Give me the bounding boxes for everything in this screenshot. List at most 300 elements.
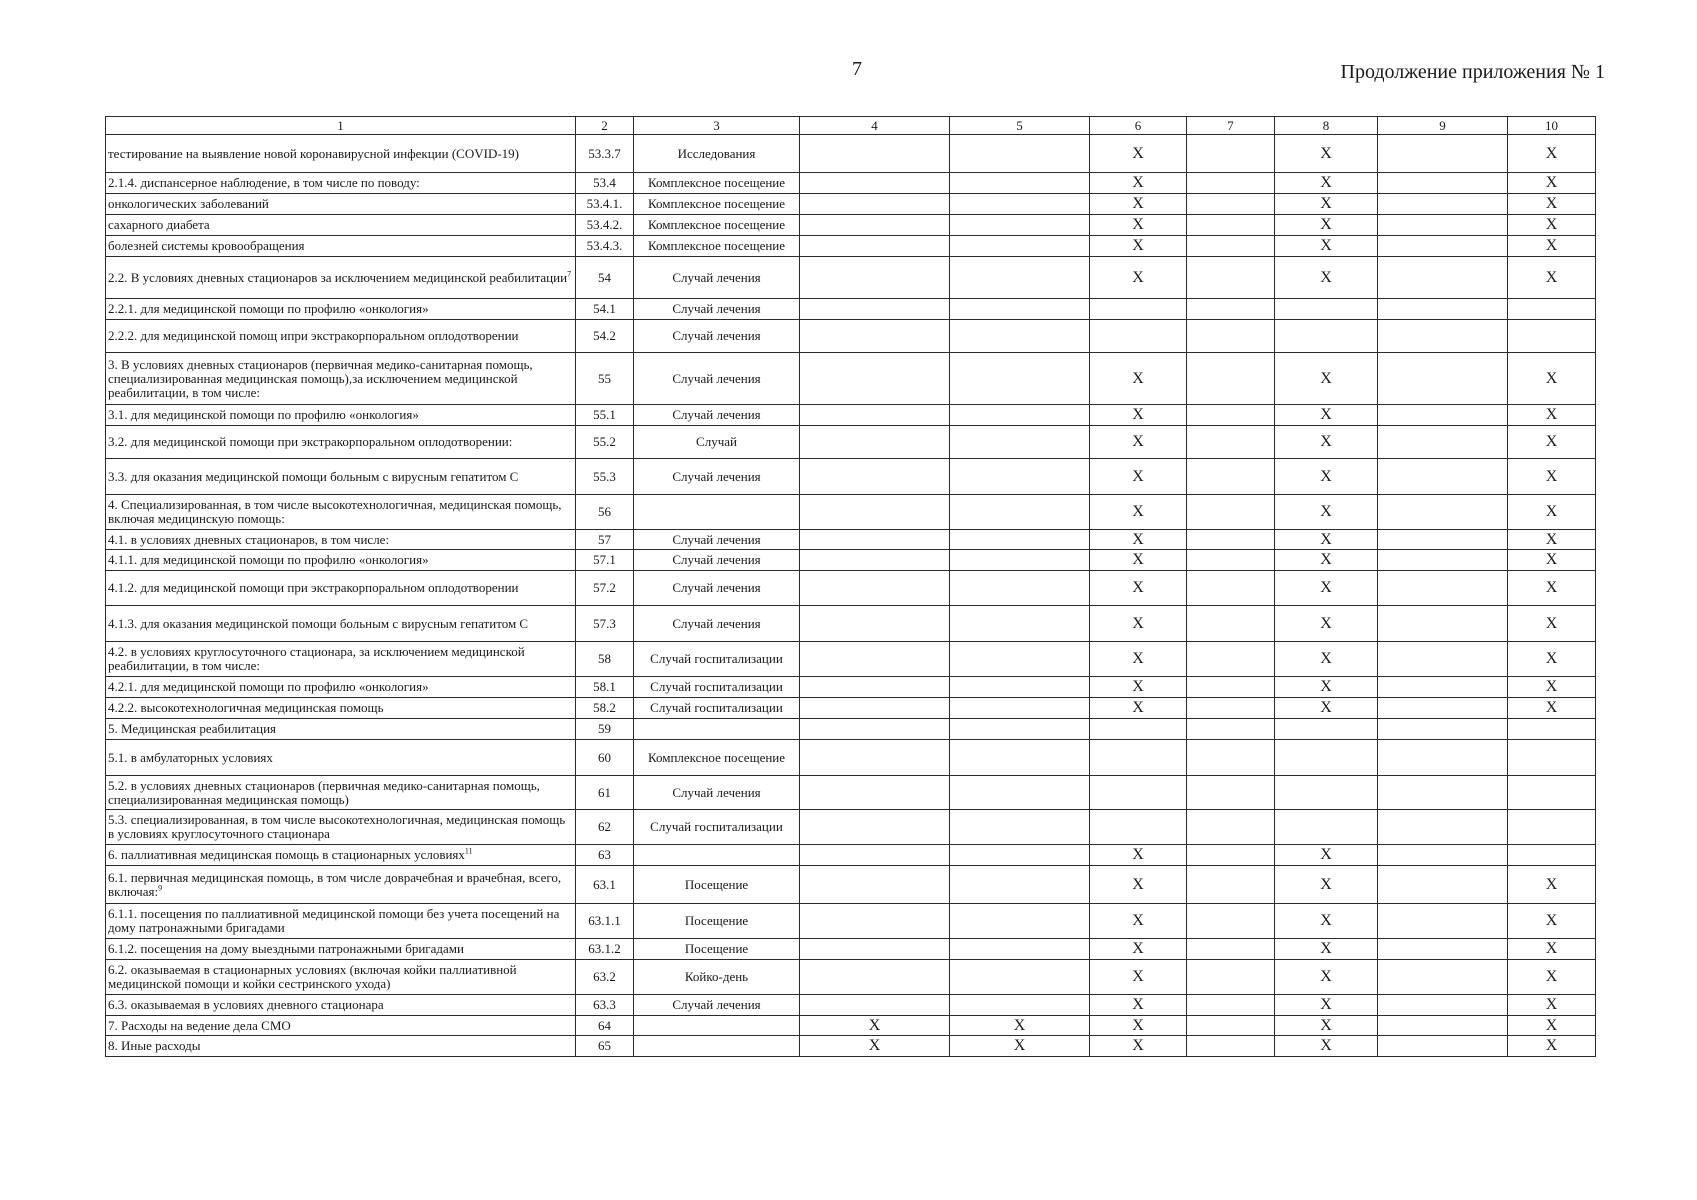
cell-col-8	[1275, 320, 1378, 353]
cell-col-7	[1187, 135, 1275, 173]
cell-col-5	[950, 571, 1090, 606]
table-row	[106, 530, 1596, 550]
row-unit	[634, 1036, 800, 1057]
row-unit: Комплексное посещение	[634, 173, 800, 194]
cell-col-8: X	[1275, 530, 1378, 550]
cell-col-5	[950, 194, 1090, 215]
cell-col-5	[950, 299, 1090, 320]
row-unit	[634, 1016, 800, 1036]
table-row	[106, 320, 1596, 353]
cell-col-4	[800, 571, 950, 606]
footnote-mark: 7	[567, 269, 572, 279]
row-label: 2.1.4. диспансерное наблюдение, в том числе по поводу:	[106, 173, 576, 194]
cell-col-9	[1378, 135, 1508, 173]
cell-col-9	[1378, 606, 1508, 642]
cell-col-7	[1187, 550, 1275, 571]
cell-col-4	[800, 320, 950, 353]
row-label: 3.3. для оказания медицинской помощи больным с вирусным гепатитом С	[106, 459, 576, 495]
cell-col-8	[1275, 719, 1378, 740]
row-label: 6.1.1. посещения по паллиативной медицинской помощи без учета посещений на дому патронажными бригадами	[106, 904, 576, 939]
cell-col-6: X	[1090, 257, 1187, 299]
table-row	[106, 719, 1596, 740]
cell-col-10	[1508, 299, 1596, 320]
row-code: 54.2	[576, 320, 634, 353]
cell-col-9	[1378, 677, 1508, 698]
cell-col-7	[1187, 1036, 1275, 1057]
cell-col-4	[800, 194, 950, 215]
column-number-7: 7	[1187, 117, 1275, 135]
row-code: 63.3	[576, 995, 634, 1016]
cell-col-5	[950, 845, 1090, 866]
cell-col-9	[1378, 810, 1508, 845]
cell-col-4	[800, 776, 950, 810]
row-unit: Случай госпитализации	[634, 677, 800, 698]
cell-col-5	[950, 353, 1090, 405]
cell-col-8: X	[1275, 698, 1378, 719]
cell-col-6: X	[1090, 236, 1187, 257]
row-unit: Случай лечения	[634, 257, 800, 299]
row-label: 4.1.3. для оказания медицинской помощи больным с вирусным гепатитом С	[106, 606, 576, 642]
cell-col-10: X	[1508, 904, 1596, 939]
data-table	[105, 116, 1596, 1057]
row-label: 4. Специализированная, в том числе высокотехнологичная, медицинская помощь, включая медицинскую помощь:	[106, 495, 576, 530]
cell-col-7	[1187, 257, 1275, 299]
cell-col-10: X	[1508, 677, 1596, 698]
cell-col-8: X	[1275, 459, 1378, 495]
cell-col-9	[1378, 740, 1508, 776]
cell-col-4	[800, 606, 950, 642]
row-label: 6.1. первичная медицинская помощь, в том числе доврачебная и врачебная, всего, включая:$^9$	[106, 866, 576, 904]
cell-col-5	[950, 426, 1090, 459]
row-label: 5.3. специализированная, в том числе высокотехнологичная, медицинская помощь в условиях круглосуточного стационара	[106, 810, 576, 845]
cell-col-6: X	[1090, 495, 1187, 530]
cell-col-4	[800, 939, 950, 960]
row-unit: Случай лечения	[634, 606, 800, 642]
table-row	[106, 194, 1596, 215]
cell-col-6: X	[1090, 698, 1187, 719]
row-code: 64	[576, 1016, 634, 1036]
cell-col-9	[1378, 405, 1508, 426]
table-row	[106, 606, 1596, 642]
row-label: 6.2. оказываемая в стационарных условиях (включая койки паллиативной медицинской помощи и койки сестринского ухода)	[106, 960, 576, 995]
table-row	[106, 740, 1596, 776]
cell-col-10	[1508, 719, 1596, 740]
row-unit: Случай госпитализации	[634, 810, 800, 845]
row-code: 57.2	[576, 571, 634, 606]
cell-col-7	[1187, 677, 1275, 698]
cell-col-9	[1378, 495, 1508, 530]
row-unit	[634, 719, 800, 740]
cell-col-10: X	[1508, 698, 1596, 719]
row-code: 53.3.7	[576, 135, 634, 173]
cell-col-4	[800, 845, 950, 866]
cell-col-7	[1187, 740, 1275, 776]
cell-col-4	[800, 550, 950, 571]
row-label: 3. В условиях дневных стационаров (первичная медико-санитарная помощь, специализированная медицинская помощь),за исключением медицинской реабилитации, в том числе:	[106, 353, 576, 405]
table-row	[106, 776, 1596, 810]
cell-col-9	[1378, 939, 1508, 960]
row-code: 57.1	[576, 550, 634, 571]
cell-col-7	[1187, 571, 1275, 606]
row-code: 55	[576, 353, 634, 405]
cell-col-7	[1187, 960, 1275, 995]
cell-col-10: X	[1508, 995, 1596, 1016]
cell-col-6: X	[1090, 866, 1187, 904]
row-label: 4.2. в условиях круглосуточного стационара, за исключением медицинской реабилитации, в том числе:	[106, 642, 576, 677]
cell-col-9	[1378, 776, 1508, 810]
cell-col-9	[1378, 215, 1508, 236]
cell-col-9	[1378, 459, 1508, 495]
cell-col-9	[1378, 194, 1508, 215]
cell-col-10: X	[1508, 257, 1596, 299]
row-label: 5.1. в амбулаторных условиях	[106, 740, 576, 776]
cell-col-9	[1378, 320, 1508, 353]
cell-col-4	[800, 426, 950, 459]
cell-col-4: X	[800, 1036, 950, 1057]
cell-col-6: X	[1090, 194, 1187, 215]
cell-col-7	[1187, 904, 1275, 939]
cell-col-8: X	[1275, 426, 1378, 459]
row-code: 55.3	[576, 459, 634, 495]
row-code: 63	[576, 845, 634, 866]
row-code: 54	[576, 257, 634, 299]
table-row	[106, 845, 1596, 866]
cell-col-10: X	[1508, 194, 1596, 215]
table-row	[106, 236, 1596, 257]
cell-col-4	[800, 135, 950, 173]
cell-col-6: X	[1090, 426, 1187, 459]
cell-col-10: X	[1508, 459, 1596, 495]
table-row	[106, 135, 1596, 173]
cell-col-6: X	[1090, 1016, 1187, 1036]
cell-col-6	[1090, 776, 1187, 810]
cell-col-6: X	[1090, 606, 1187, 642]
row-code: 56	[576, 495, 634, 530]
cell-col-10: X	[1508, 236, 1596, 257]
row-label: 2.2. В условиях дневных стационаров за исключением медицинской реабилитации$^7$	[106, 257, 576, 299]
cell-col-8	[1275, 740, 1378, 776]
column-number-2: 2	[576, 117, 634, 135]
cell-col-6: X	[1090, 530, 1187, 550]
cell-col-9	[1378, 530, 1508, 550]
row-unit: Случай лечения	[634, 405, 800, 426]
cell-col-4	[800, 215, 950, 236]
cell-col-9	[1378, 845, 1508, 866]
cell-col-6: X	[1090, 550, 1187, 571]
cell-col-9	[1378, 866, 1508, 904]
cell-col-5	[950, 320, 1090, 353]
cell-col-8: X	[1275, 606, 1378, 642]
cell-col-6: X	[1090, 845, 1187, 866]
row-unit: Случай лечения	[634, 299, 800, 320]
cell-col-8: X	[1275, 550, 1378, 571]
table-row	[106, 353, 1596, 405]
cell-col-5	[950, 173, 1090, 194]
row-code: 63.1.1	[576, 904, 634, 939]
cell-col-7	[1187, 353, 1275, 405]
cell-col-6	[1090, 719, 1187, 740]
table-row	[106, 1036, 1596, 1057]
row-unit: Комплексное посещение	[634, 236, 800, 257]
row-label: болезней системы кровообращения	[106, 236, 576, 257]
row-unit: Случай лечения	[634, 550, 800, 571]
cell-col-5	[950, 215, 1090, 236]
cell-col-7	[1187, 495, 1275, 530]
cell-col-8	[1275, 810, 1378, 845]
row-label: 6. паллиативная медицинская помощь в стационарных условиях$^{11}$	[106, 845, 576, 866]
column-number-10: 10	[1508, 117, 1596, 135]
cell-col-4	[800, 299, 950, 320]
cell-col-6: X	[1090, 353, 1187, 405]
row-unit: Комплексное посещение	[634, 215, 800, 236]
row-unit: Посещение	[634, 904, 800, 939]
header-note: Продолжение приложения № 1	[1340, 61, 1605, 83]
row-code: 54.1	[576, 299, 634, 320]
footnote-mark: 9	[158, 883, 163, 893]
column-number-4: 4	[800, 117, 950, 135]
cell-col-9	[1378, 904, 1508, 939]
cell-col-4	[800, 495, 950, 530]
table-row	[106, 866, 1596, 904]
cell-col-7	[1187, 459, 1275, 495]
table-row	[106, 939, 1596, 960]
column-number-6: 6	[1090, 117, 1187, 135]
row-code: 65	[576, 1036, 634, 1057]
row-unit: Посещение	[634, 939, 800, 960]
table-row	[106, 810, 1596, 845]
cell-col-8: X	[1275, 215, 1378, 236]
cell-col-8: X	[1275, 194, 1378, 215]
row-label: 4.2.1. для медицинской помощи по профилю «онкология»	[106, 677, 576, 698]
cell-col-10	[1508, 320, 1596, 353]
cell-col-9	[1378, 719, 1508, 740]
row-unit	[634, 845, 800, 866]
row-code: 57.3	[576, 606, 634, 642]
cell-col-10: X	[1508, 405, 1596, 426]
cell-col-5	[950, 606, 1090, 642]
cell-col-6: X	[1090, 215, 1187, 236]
cell-col-8: X	[1275, 135, 1378, 173]
row-code: 53.4.1.	[576, 194, 634, 215]
cell-col-5	[950, 530, 1090, 550]
cell-col-6	[1090, 740, 1187, 776]
cell-col-5	[950, 939, 1090, 960]
cell-col-10: X	[1508, 426, 1596, 459]
cell-col-8: X	[1275, 495, 1378, 530]
cell-col-4	[800, 642, 950, 677]
cell-col-9	[1378, 1016, 1508, 1036]
cell-col-5	[950, 776, 1090, 810]
cell-col-8: X	[1275, 236, 1378, 257]
row-label: 5. Медицинская реабилитация	[106, 719, 576, 740]
row-label: 4.1.1. для медицинской помощи по профилю «онкология»	[106, 550, 576, 571]
cell-col-5	[950, 810, 1090, 845]
table-row	[106, 698, 1596, 719]
cell-col-10: X	[1508, 939, 1596, 960]
cell-col-7	[1187, 939, 1275, 960]
row-code: 58.1	[576, 677, 634, 698]
table-row	[106, 904, 1596, 939]
cell-col-10: X	[1508, 571, 1596, 606]
row-unit: Случай лечения	[634, 571, 800, 606]
table-row	[106, 550, 1596, 571]
cell-col-6: X	[1090, 960, 1187, 995]
cell-col-10	[1508, 810, 1596, 845]
column-number-5: 5	[950, 117, 1090, 135]
cell-col-7	[1187, 426, 1275, 459]
row-label: 3.1. для медицинской помощи по профилю «онкология»	[106, 405, 576, 426]
cell-col-8: X	[1275, 960, 1378, 995]
cell-col-4	[800, 698, 950, 719]
row-unit: Случай госпитализации	[634, 698, 800, 719]
cell-col-4	[800, 405, 950, 426]
footnote-mark: 11	[464, 846, 473, 856]
cell-col-5	[950, 459, 1090, 495]
row-unit: Случай лечения	[634, 530, 800, 550]
cell-col-9	[1378, 642, 1508, 677]
cell-col-9	[1378, 426, 1508, 459]
row-unit: Случай	[634, 426, 800, 459]
cell-col-4	[800, 173, 950, 194]
cell-col-4	[800, 236, 950, 257]
column-number-3: 3	[634, 117, 800, 135]
cell-col-4	[800, 740, 950, 776]
row-label: 3.2. для медицинской помощи при экстракорпоральном оплодотворении:	[106, 426, 576, 459]
cell-col-10	[1508, 776, 1596, 810]
cell-col-5	[950, 495, 1090, 530]
row-label: 8. Иные расходы	[106, 1036, 576, 1057]
page-number: 7	[852, 58, 862, 80]
cell-col-5	[950, 740, 1090, 776]
column-number-1: 1	[106, 117, 576, 135]
cell-col-4	[800, 459, 950, 495]
table-row	[106, 960, 1596, 995]
cell-col-8: X	[1275, 995, 1378, 1016]
table-row	[106, 1016, 1596, 1036]
cell-col-5	[950, 960, 1090, 995]
table-row	[106, 215, 1596, 236]
cell-col-7	[1187, 698, 1275, 719]
cell-col-8: X	[1275, 405, 1378, 426]
cell-col-9	[1378, 173, 1508, 194]
cell-col-7	[1187, 642, 1275, 677]
cell-col-7	[1187, 719, 1275, 740]
cell-col-10: X	[1508, 866, 1596, 904]
cell-col-7	[1187, 236, 1275, 257]
row-label: 6.1.2. посещения на дому выездными патронажными бригадами	[106, 939, 576, 960]
cell-col-8: X	[1275, 257, 1378, 299]
table-row	[106, 571, 1596, 606]
cell-col-9	[1378, 550, 1508, 571]
row-unit: Комплексное посещение	[634, 194, 800, 215]
cell-col-8	[1275, 299, 1378, 320]
cell-col-6: X	[1090, 135, 1187, 173]
cell-col-6: X	[1090, 405, 1187, 426]
cell-col-6	[1090, 320, 1187, 353]
cell-col-9	[1378, 960, 1508, 995]
cell-col-10: X	[1508, 1016, 1596, 1036]
cell-col-4	[800, 530, 950, 550]
column-number-row	[106, 117, 1596, 135]
cell-col-4	[800, 810, 950, 845]
cell-col-4	[800, 353, 950, 405]
cell-col-10: X	[1508, 606, 1596, 642]
cell-col-10: X	[1508, 550, 1596, 571]
row-label: тестирование на выявление новой коронавирусной инфекции (COVID-19)	[106, 135, 576, 173]
cell-col-4	[800, 719, 950, 740]
row-unit	[634, 495, 800, 530]
cell-col-10: X	[1508, 215, 1596, 236]
cell-col-7	[1187, 776, 1275, 810]
cell-col-9	[1378, 257, 1508, 299]
cell-col-9	[1378, 995, 1508, 1016]
row-code: 55.2	[576, 426, 634, 459]
row-code: 58	[576, 642, 634, 677]
cell-col-8: X	[1275, 1036, 1378, 1057]
column-number-8: 8	[1275, 117, 1378, 135]
cell-col-4	[800, 960, 950, 995]
cell-col-7	[1187, 606, 1275, 642]
cell-col-7	[1187, 1016, 1275, 1036]
row-code: 53.4.3.	[576, 236, 634, 257]
cell-col-5	[950, 698, 1090, 719]
cell-col-4	[800, 257, 950, 299]
cell-col-5	[950, 257, 1090, 299]
row-unit: Случай лечения	[634, 776, 800, 810]
cell-col-8: X	[1275, 866, 1378, 904]
cell-col-6: X	[1090, 677, 1187, 698]
cell-col-7	[1187, 405, 1275, 426]
cell-col-6	[1090, 810, 1187, 845]
row-code: 53.4.2.	[576, 215, 634, 236]
cell-col-10: X	[1508, 495, 1596, 530]
cell-col-10: X	[1508, 642, 1596, 677]
row-unit: Случай лечения	[634, 995, 800, 1016]
cell-col-9	[1378, 236, 1508, 257]
row-label: 6.3. оказываемая в условиях дневного стационара	[106, 995, 576, 1016]
row-code: 58.2	[576, 698, 634, 719]
cell-col-10	[1508, 740, 1596, 776]
table-row	[106, 995, 1596, 1016]
cell-col-10: X	[1508, 960, 1596, 995]
table-row	[106, 495, 1596, 530]
cell-col-4	[800, 677, 950, 698]
table-row	[106, 642, 1596, 677]
table-row	[106, 257, 1596, 299]
cell-col-6: X	[1090, 642, 1187, 677]
row-label: онкологических заболеваний	[106, 194, 576, 215]
cell-col-9	[1378, 353, 1508, 405]
cell-col-8: X	[1275, 677, 1378, 698]
cell-col-10: X	[1508, 135, 1596, 173]
cell-col-9	[1378, 1036, 1508, 1057]
cell-col-5	[950, 642, 1090, 677]
cell-col-7	[1187, 320, 1275, 353]
cell-col-5	[950, 904, 1090, 939]
row-code: 60	[576, 740, 634, 776]
cell-col-7	[1187, 299, 1275, 320]
cell-col-4: X	[800, 1016, 950, 1036]
cell-col-4	[800, 995, 950, 1016]
row-unit: Посещение	[634, 866, 800, 904]
cell-col-6: X	[1090, 1036, 1187, 1057]
cell-col-9	[1378, 299, 1508, 320]
row-label: сахарного диабета	[106, 215, 576, 236]
row-unit: Койко-день	[634, 960, 800, 995]
row-code: 63.1	[576, 866, 634, 904]
row-unit: Случай лечения	[634, 353, 800, 405]
cell-col-5	[950, 719, 1090, 740]
